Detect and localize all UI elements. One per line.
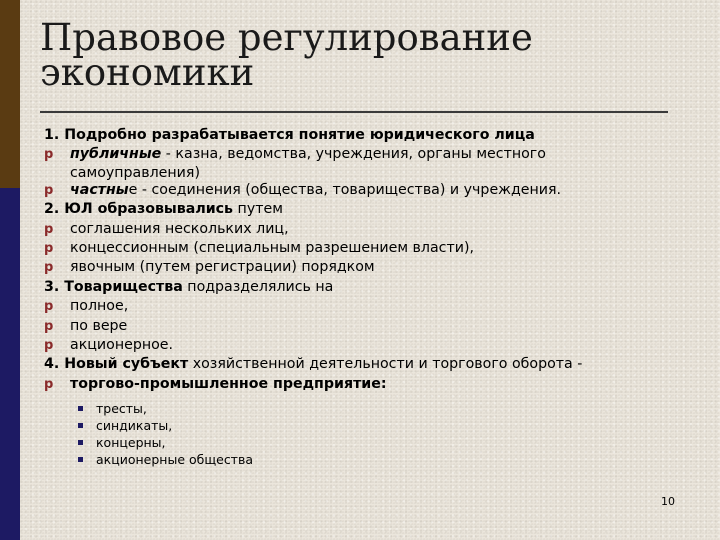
bullet-icon: p (44, 376, 54, 392)
bullet-public-continuation: самоуправления) (70, 164, 200, 181)
slide-body (44, 126, 684, 468)
list-item-1: 1. Подробно разрабатывается понятие юридического лица (44, 127, 535, 143)
bullet-icon: p (44, 182, 54, 198)
list-item-3: 3. Товарищества подразделялись на (44, 278, 334, 295)
bullet-agreement: p соглашения нескольких лиц, (44, 220, 684, 239)
title-divider (40, 111, 668, 113)
page-number: 10 (661, 495, 675, 508)
slide-title-line2: экономики (40, 51, 255, 94)
bullet-icon: p (44, 299, 54, 315)
bullet-registration: p явочным (путем регистрации) порядком (44, 258, 684, 277)
slide-title-line1: Правовое регулирование (40, 16, 533, 59)
slide-title (40, 16, 533, 94)
list-item-4: 4. Новый субъект хозяйственной деятельности и торгового оборота - (44, 356, 583, 373)
enterprise-sublist (76, 400, 684, 468)
list-item-2: 2. ЮЛ образовывались путем (44, 201, 283, 218)
square-bullet-icon (78, 457, 83, 462)
sublist-item: тресты, (76, 400, 684, 417)
sublist-item: концерны, (76, 434, 684, 451)
left-accent-band-bottom (0, 188, 20, 540)
square-bullet-icon (78, 423, 83, 428)
bullet-concession: p концессионным (специальным разрешением власти), (44, 239, 684, 258)
bullet-icon: p (44, 147, 54, 163)
bullet-enterprise: p торгово-промышленное предприятие: (44, 375, 684, 394)
bullet-full: p полное, (44, 297, 684, 316)
square-bullet-icon (78, 440, 83, 445)
left-accent-band-top (0, 0, 20, 188)
sublist-item: акционерные общества (76, 451, 684, 468)
bullet-icon: p (44, 338, 54, 354)
bullet-icon: p (44, 260, 54, 276)
bullet-public: p публичные - казна, ведомства, учреждения, органы местного (44, 145, 684, 164)
bullet-icon: p (44, 241, 54, 257)
bullet-limited: p по вере (44, 317, 684, 336)
bullet-joint-stock: p акционерное. (44, 336, 684, 355)
bullet-icon: p (44, 318, 54, 334)
square-bullet-icon (78, 406, 83, 411)
bullet-private: p частные - соединения (общества, товарищества) и учреждения. (44, 181, 684, 200)
sublist-item: синдикаты, (76, 417, 684, 434)
bullet-icon: p (44, 221, 54, 237)
